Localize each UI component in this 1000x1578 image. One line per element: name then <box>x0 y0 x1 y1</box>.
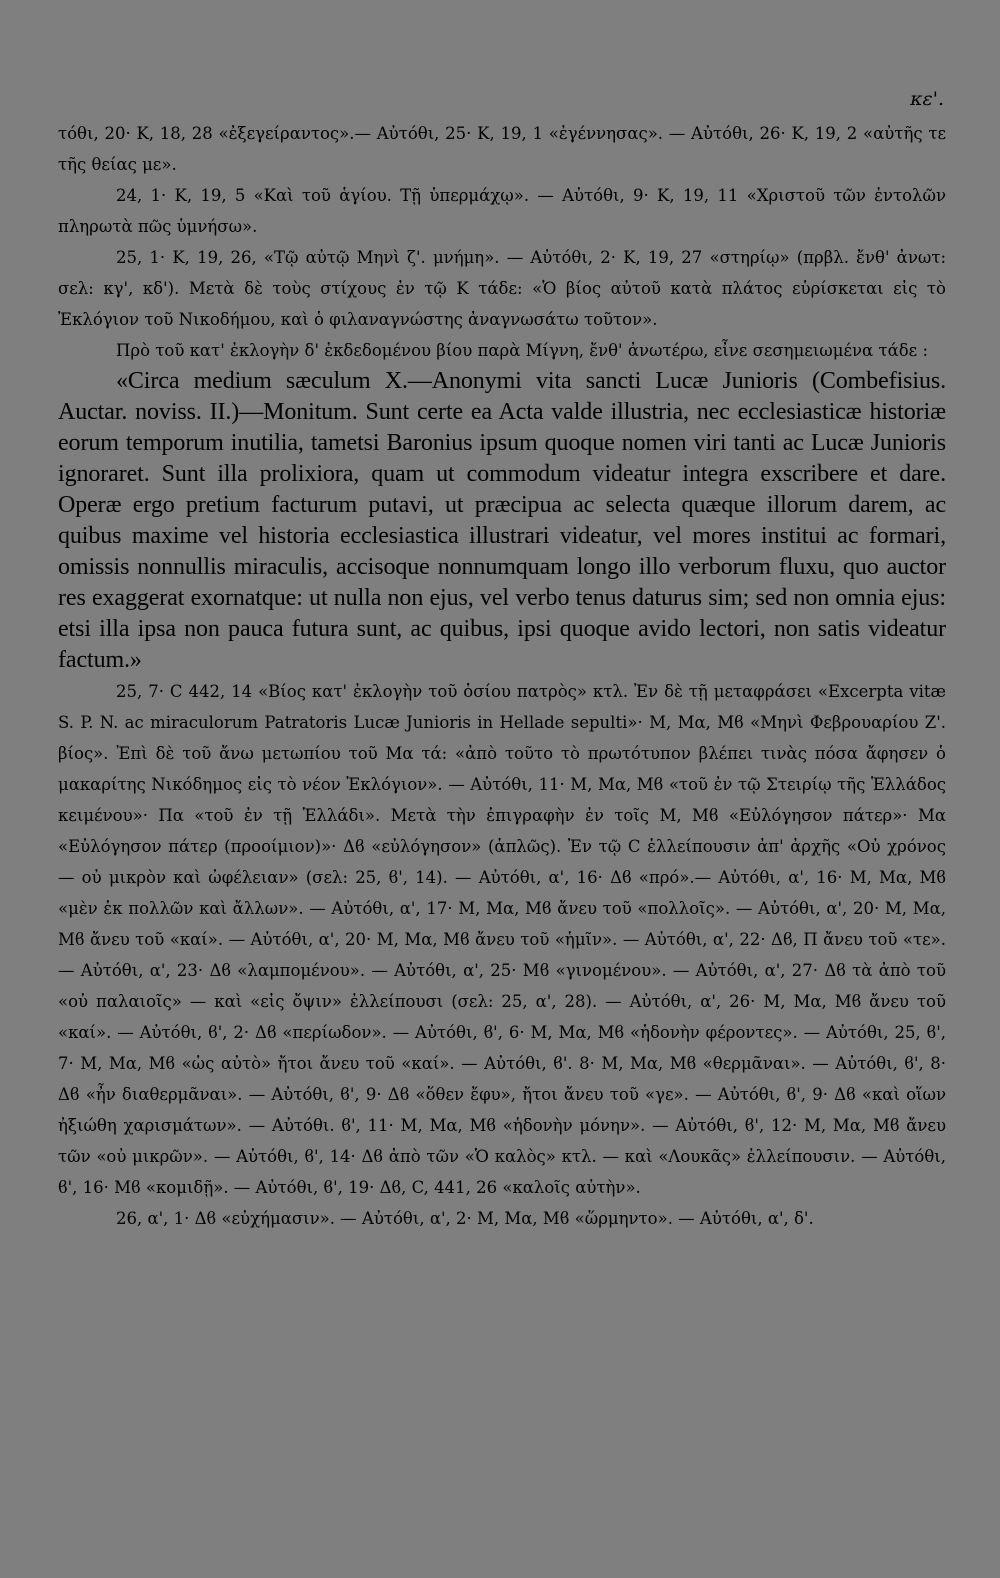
body-text <box>58 118 946 1234</box>
paragraph-3: 25, 1· Κ, 19, 26, «Τῷ αὐτῷ Μηνὶ ζ'. μνήμη». — Αὐτόθι, 2· Κ, 19, 27 «στηρίῳ» (πρβλ. ἔνθ' ἀνωτ: σελ: κγ', κδ'). Μετὰ δὲ τοὺς στίχους ἐν τῷ Κ τάδε: «Ὁ βίος αὐτοῦ κατὰ πλάτος εὑρίσκεται εἰς τὸ Ἐκλόγιον τοῦ Νικοδήμου, καὶ ὁ φιλαναγνώστης ἀναγνωσάτω τοῦτον». <box>58 248 946 329</box>
latin-quotation: «Circa medium sæculum X.—Anonymi vita sancti Lucæ Junioris (Combefisius. Auctar. noviss. II.)—Monitum. Sunt certe ea Acta valde illustria, nec ecclesiasticæ historiæ eorum temporum inutilia, tametsi Baronius ipsum quoque nomen viri tanti ac Lucæ Junioris ignoraret. Sunt illa prolixiora, quam ut commodum videatur integra exscribere et dare. Operæ ergo pretium facturum putavi, ut præcipua ac selecta quæque illorum darem, ac quibus maxime vel historia ecclesiastica illustrari videatur, vel mores institui ac formari, omissis nonnullis miraculis, accisoque nonnumquam longo illo verborum fluxu, quo auctor res exaggerat exornatque: ut nulla non ejus, vel verbo tenus daturus sim; sed non omnia ejus: etsi illa ipsa non pauca futura sunt, ac quibus, ipsi quoque avido lectori, non satis videatur factum.» <box>58 368 946 673</box>
paragraph-7: 26, α', 1· Δϐ «εὐχήμασιν». — Αὐτόθι, α', 2· Μ, Μα, Μϐ «ὥρμηντο». — Αὐτόθι, α', δ'. <box>116 1209 814 1228</box>
paragraph-2: 24, 1· Κ, 19, 5 «Καὶ τοῦ ἁγίου. Τῇ ὑπερμάχῳ». — Αὐτόθι, 9· Κ, 19, 11 «Χριστοῦ τῶν ἐντολῶν πληρωτὰ πῶς ὑμνήσω». <box>58 186 946 236</box>
paragraph-6: 25, 7· C 442, 14 «Βίος κατ' ἐκλογὴν τοῦ ὁσίου πατρὸς» κτλ. Ἐν δὲ τῇ μεταφράσει «Excerpta vitæ S. P. N. ac miraculorum Patratoris Lucæ Junioris in Hellade sepulti»· Μ, Μα, Μϐ «Μηνὶ Φεβρουαρίου Ζ'. βίος». Ἐπὶ δὲ τοῦ ἄνω μετωπίου τοῦ Μα τά: «ἀπὸ τοῦτο τὸ πρωτότυπον βλέπει τινὰς πόσα ἄφησεν ὁ μακαρίτης Νικόδημος εἰς τὸ νέον Ἐκλόγιον». — Αὐτόθι, 11· Μ, Μα, Μϐ «τοῦ ἐν τῷ Στειρίῳ τῆς Ἑλλάδος κειμένου»· Πα «τοῦ ἐν τῇ Ἑλλάδι». Μετὰ τὴν ἐπιγραφὴν ἐν τοῖς Μ, Μϐ «Εὐλόγησον πάτερ»· Μα «Εὐλόγησον πάτερ (προοίμιον)»· Δϐ «εὐλόγησον» (ἁπλῶς). Ἐν τῷ C ἐλλείπουσιν ἀπ' ἀρχῆς «Οὐ χρόνος — οὐ μικρὸν καὶ ὠφέλειαν» (σελ: 25, ϐ', 14). — Αὐτόθι, α', 16· Δϐ «πρό».— Αὐτόθι, α', 16· Μ, Μα, Μϐ «μὲν ἐκ πολλῶν καὶ ἄλλων». — Αὐτόθι, α', 17· Μ, Μα, Μϐ ἄνευ τοῦ «πολλοῖς». — Αὐτόθι, α', 20· Μ, Μα, Μϐ ἄνευ τοῦ «καί». — Αὐτόθι, α', 20· Μ, Μα, Μϐ ἄνευ τοῦ «ἡμῖν». — Αὐτόθι, α', 22· Δϐ, Π ἄνευ τοῦ «τε». — Αὐτόθι, α', 23· Δϐ «λαμπομένου». — Αὐτόθι, α', 25· Μϐ «γινομένου». — Αὐτόθι, α', 27· Δϐ τὰ ἀπὸ τοῦ «οὐ παλαιοῖς» — καὶ «εἰς ὄψιν» ἐλλείπουσι (σελ: 25, α', 28). — Αὐτόθι, α', 26· Μ, Μα, Μϐ ἄνευ τοῦ «καί». — Αὐτόθι, ϐ', 2· Δϐ «περίωδον». — Αὐτόθι, ϐ', 6· Μ, Μα, Μϐ «ἡδονὴν φέροντες». — Αὐτόθι, 25, ϐ', 7· Μ, Μα, Μϐ «ὡς αὐτὸ» ἤτοι ἄνευ τοῦ «καί». — Αὐτόθι, ϐ'. 8· Μ, Μα, Μϐ «θερμᾶναι». — Αὐτόθι, ϐ', 8· Δϐ «ἦν διαθερμᾶναι». — Αὐτόθι, ϐ', 9· Δϐ «ὅθεν ἔφυ», ἤτοι ἄνευ τοῦ «γε». — Αὐτόθι, ϐ', 9· Δϐ «καὶ οἵων ἠξιώθη χαρισμάτων». — Αὐτόθι. ϐ', 11· Μ, Μα, Μϐ «ἡδονὴν μόνην». — Αὐτόθι, ϐ', 12· Μ, Μα, Μϐ ἄνευ τῶν «οὐ μικρῶν». — Αὐτόθι, ϐ', 14· Δϐ ἀπὸ τῶν «Ὁ καλὸς» κτλ. — καὶ «Λουκᾶς» ἐλλείπουσιν. — Αὐτόθι, ϐ', 16· Μϐ «κομιδῇ». — Αὐτόθι, ϐ', 19· Δϐ, C, 441, 26 «καλοῖς αὐτὴν». <box>58 682 946 1197</box>
paragraph-4: Πρὸ τοῦ κατ' ἐκλογὴν δ' ἐκδεδομένου βίου παρὰ Μίγνη, ἔνθ' ἀνωτέρω, εἶνε σεσημειωμένα τάδε : <box>116 341 929 360</box>
paragraph-1: τόθι, 20· Κ, 18, 28 «ἐξεγείραντος».— Αὐτόθι, 25· Κ, 19, 1 «ἐγέννησας». — Αὐτόθι, 26· Κ, 19, 2 «αὐτῆς τε τῆς θείας με». <box>58 124 946 174</box>
page-number: κε'. <box>910 88 944 110</box>
